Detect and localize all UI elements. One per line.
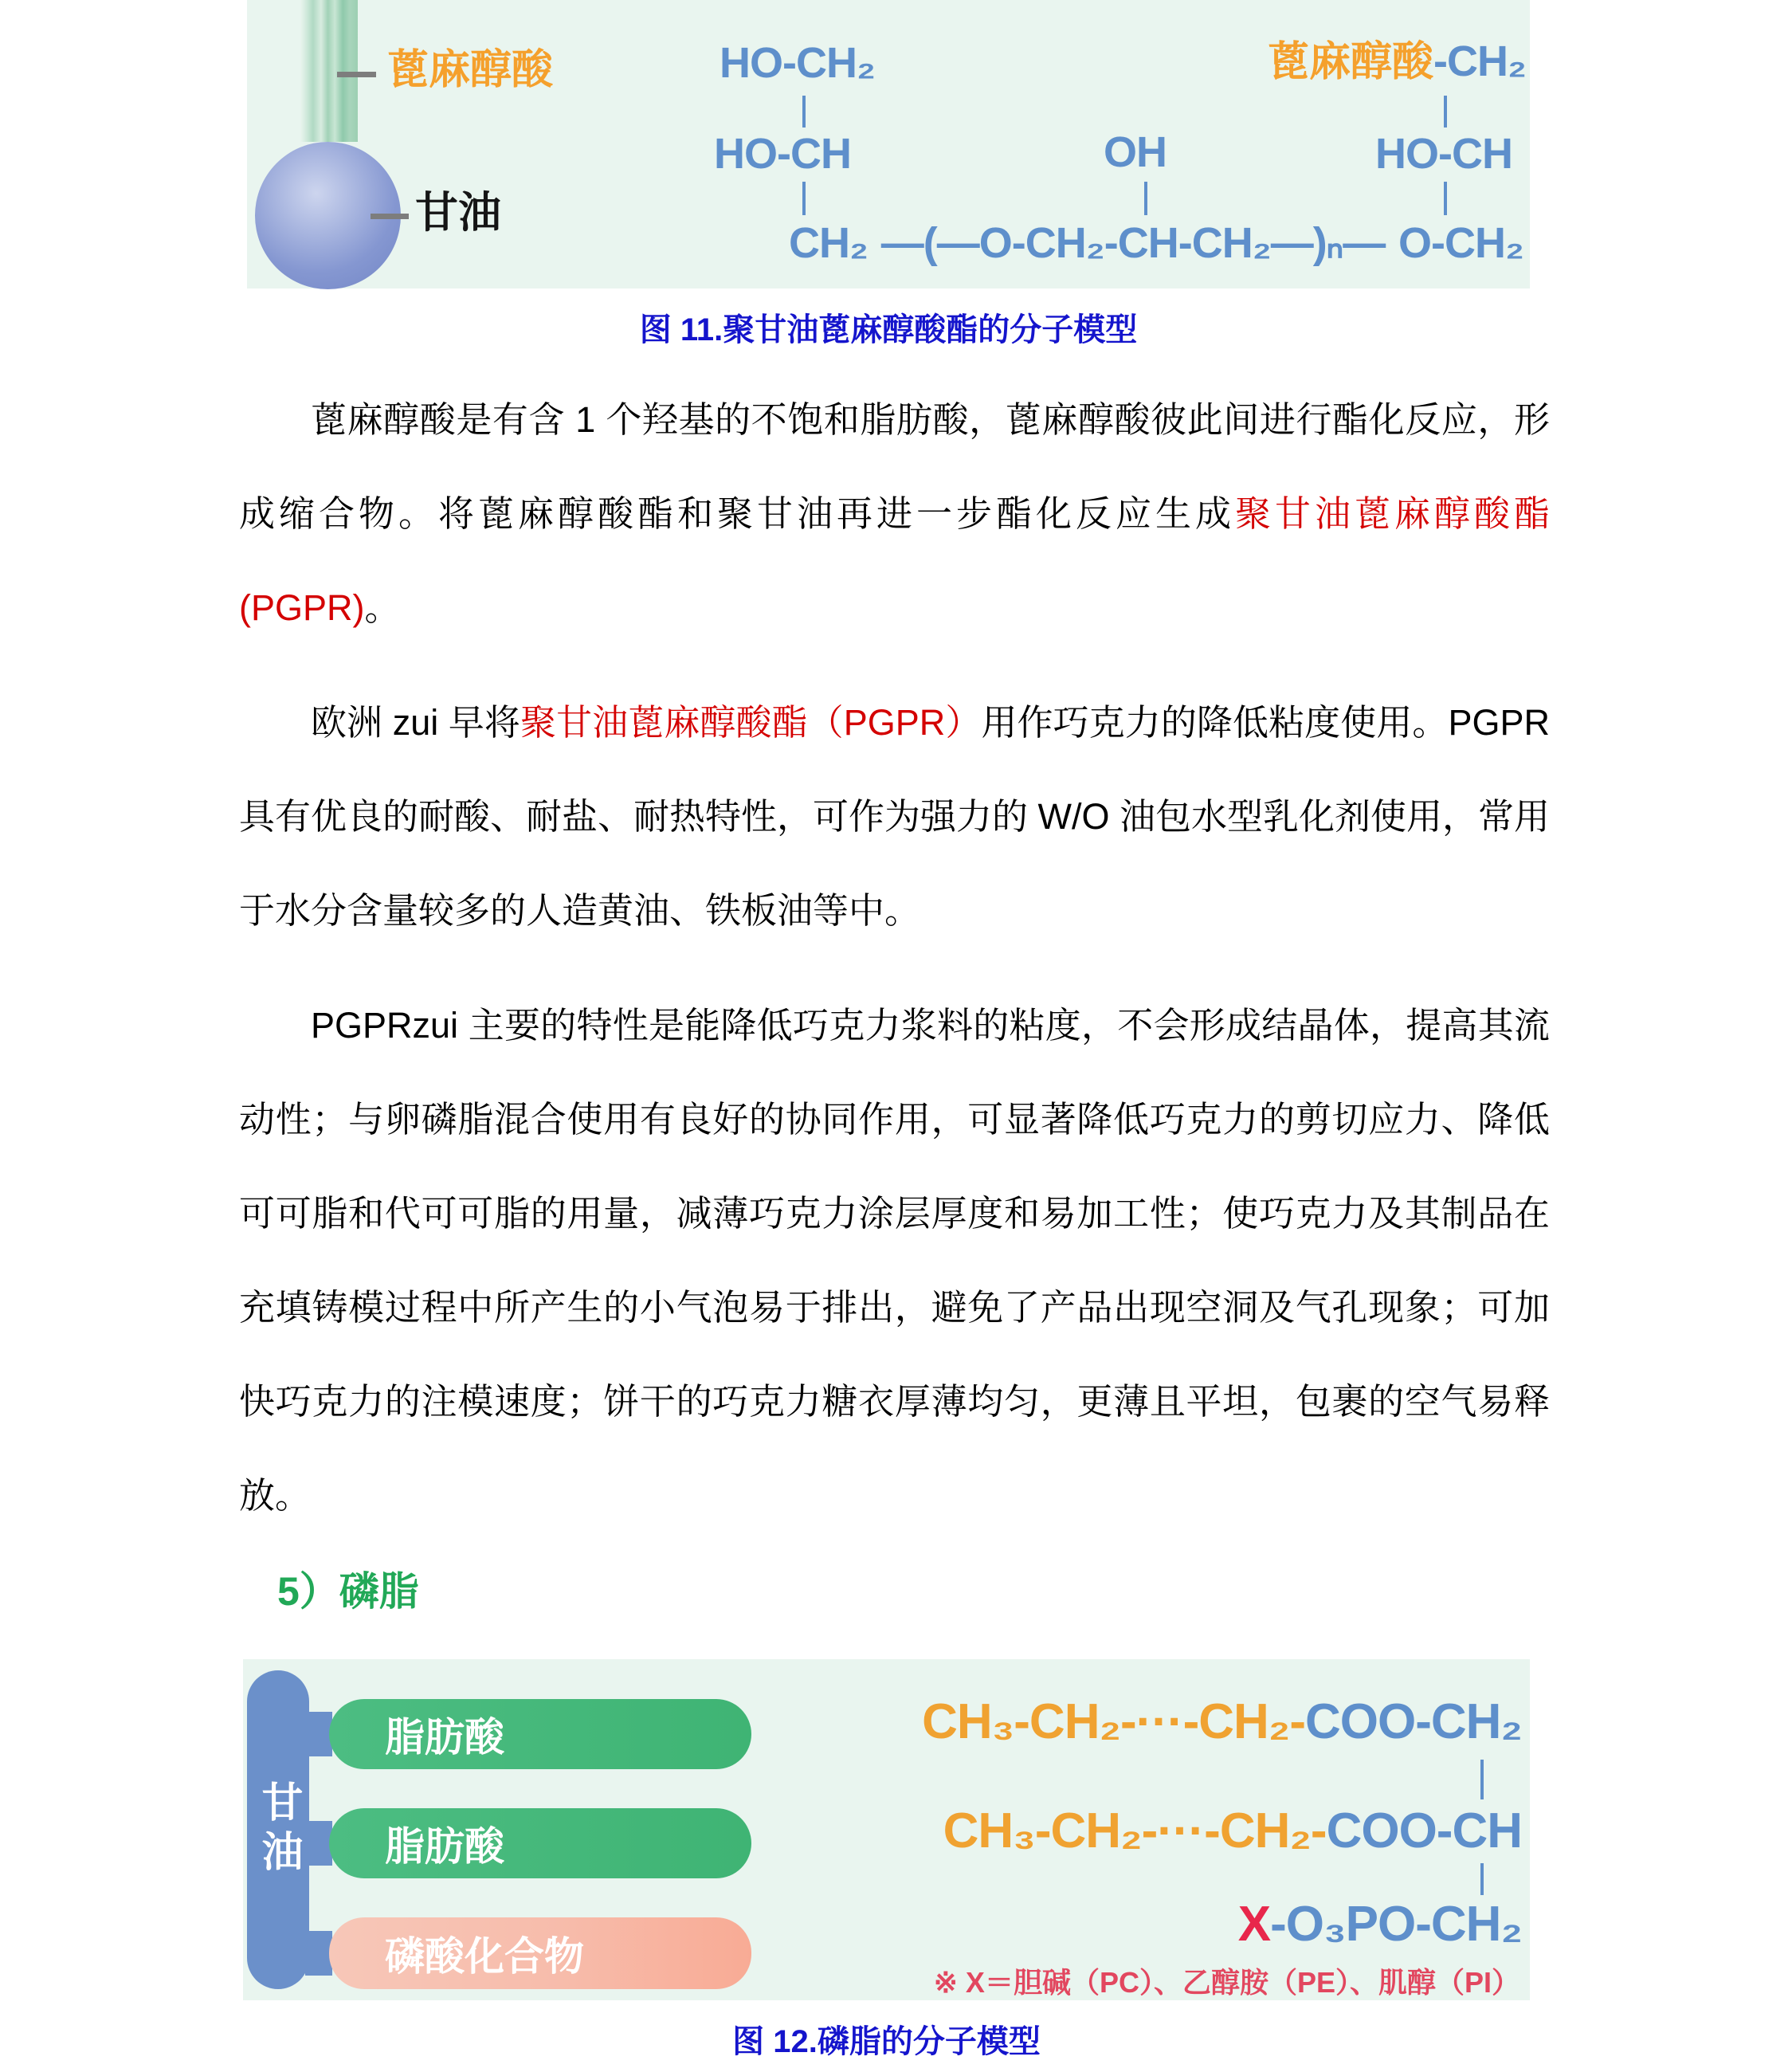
formula-chain-end: O-CH₂ (1398, 219, 1523, 267)
ricinoleic-acid-label-right: 蓖麻醇酸 (1268, 39, 1434, 85)
phosphate-formula-row (1237, 1897, 1522, 1952)
figure11-caption: 图 11.聚甘油蓖麻醇酸酯的分子模型 (639, 312, 1138, 347)
paragraph-3 (239, 979, 1550, 1543)
ricinoleic-acid-tail-graphic (300, 0, 358, 142)
paragraph-1-end: 。 (364, 587, 401, 628)
ricinoleic-pointer-line (337, 72, 376, 77)
formula-ester-1: COO-CH₂ (1305, 1694, 1522, 1749)
ricinoleic-acid-label: 蓖麻醇酸 (387, 47, 554, 93)
glycerol-label: 甘油 (415, 189, 501, 237)
paragraph-2-end: 用作巧克力的降低粘度使用。PGPR 具有优良的耐酸、耐盐、耐热特性，可作为强力的 W/O 油包水型乳化剂使用，常用于水分含量较多的人造黄油、铁板油等中。 (239, 702, 1551, 931)
paragraph-3-text: PGPRzui 主要的特性是能降低巧克力浆料的粘度，不会形成结晶体，提高其流动性；与卵磷脂混合使用有良好的协同作用，可显著降低巧克力的剪切应力、降低可可脂和代可可脂的用量，减薄巧克力涂层厚度和易加工性；使巧克力及其制品在充填铸模过程中所产生的小气泡易于排出，避免了产品出现空洞及气孔现象；可加快巧克力的注模速度；饼干的巧克力糖衣厚薄均匀，更薄且平坦，包裹的空气易释放。 (239, 1005, 1550, 1516)
section-heading-phospholipid: 5）磷脂 (277, 1569, 419, 1614)
bond-line (1480, 1863, 1484, 1895)
formula-ho-ch: HO-CH (714, 130, 851, 178)
connector-stub (305, 1931, 332, 1976)
formula-ch2: -CH₂ (1433, 37, 1526, 85)
phosphate-compound-bar: 磷酸化合物 (329, 1917, 751, 1989)
bond-line (802, 182, 806, 215)
fatty-acid-formula-row-1 (922, 1694, 1522, 1749)
bond-line (1444, 96, 1447, 128)
formula-chain-start: CH₂ (789, 219, 868, 267)
figure-phospholipid-molecular-model (243, 1659, 1530, 2000)
ricinoleic-ch2-group (1268, 37, 1526, 85)
body-text (239, 373, 1550, 1564)
formula-chain-repeat-unit: —(—O-CH₂-CH-CH₂—)ₙ— (880, 219, 1386, 267)
paragraph-2-highlight: 聚甘油蓖麻醇酸酯（PGPR） (520, 702, 982, 743)
formula-alkyl-chain-1: CH₃-CH₂-···-CH₂- (922, 1694, 1306, 1749)
formula-alkyl-chain-2: CH₃-CH₂-···-CH₂- (943, 1803, 1327, 1858)
fatty-acid-bar-2: 脂肪酸 (329, 1808, 751, 1878)
formula-ho-ch-right: HO-CH (1375, 130, 1512, 178)
fatty-acid-formula-row-2 (943, 1803, 1522, 1858)
paragraph-1 (239, 373, 1550, 655)
x-definition-footnote: ※ X＝胆碱（PC）、乙醇胺（PE）、肌醇（PI） (933, 1966, 1520, 1999)
connector-stub (305, 1821, 332, 1866)
glycerol-pointer-line (371, 214, 409, 219)
polyglycerol-chain-row (789, 219, 1523, 267)
formula-phosphate: -O₃PO-CH₂ (1270, 1897, 1522, 1952)
paragraph-1-highlight: 聚甘油蓖麻醇酸酯(PGPR) (239, 493, 1550, 628)
paragraph-2-text: 欧洲 zui 早将 (311, 702, 521, 743)
figure12-caption: 图 12.磷脂的分子模型 (732, 2024, 1041, 2059)
figure-pgpr-molecular-model (247, 0, 1530, 288)
bond-line (1444, 182, 1447, 215)
bond-line (1144, 182, 1147, 215)
bond-line (802, 96, 806, 128)
connector-stub (305, 1712, 332, 1756)
fatty-acid-bar-1: 脂肪酸 (329, 1699, 751, 1769)
formula-ho-ch2: HO-CH₂ (720, 39, 875, 87)
bond-line (1480, 1760, 1484, 1799)
formula-x-group: X (1237, 1897, 1271, 1952)
formula-oh: OH (1104, 128, 1167, 176)
paragraph-2 (239, 676, 1550, 958)
paragraph-1-text: 蓖麻醇酸是有含 1 个羟基的不饱和脂肪酸，蓖麻醇酸彼此间进行酯化反应，形成缩合物。将蓖麻醇酸酯和聚甘油再进一步酯化反应生成 (239, 399, 1550, 534)
glycerol-bar-label: 甘油 (255, 1780, 301, 1879)
formula-ester-2: COO-CH (1326, 1803, 1522, 1858)
glycerol-bar (247, 1670, 309, 1989)
